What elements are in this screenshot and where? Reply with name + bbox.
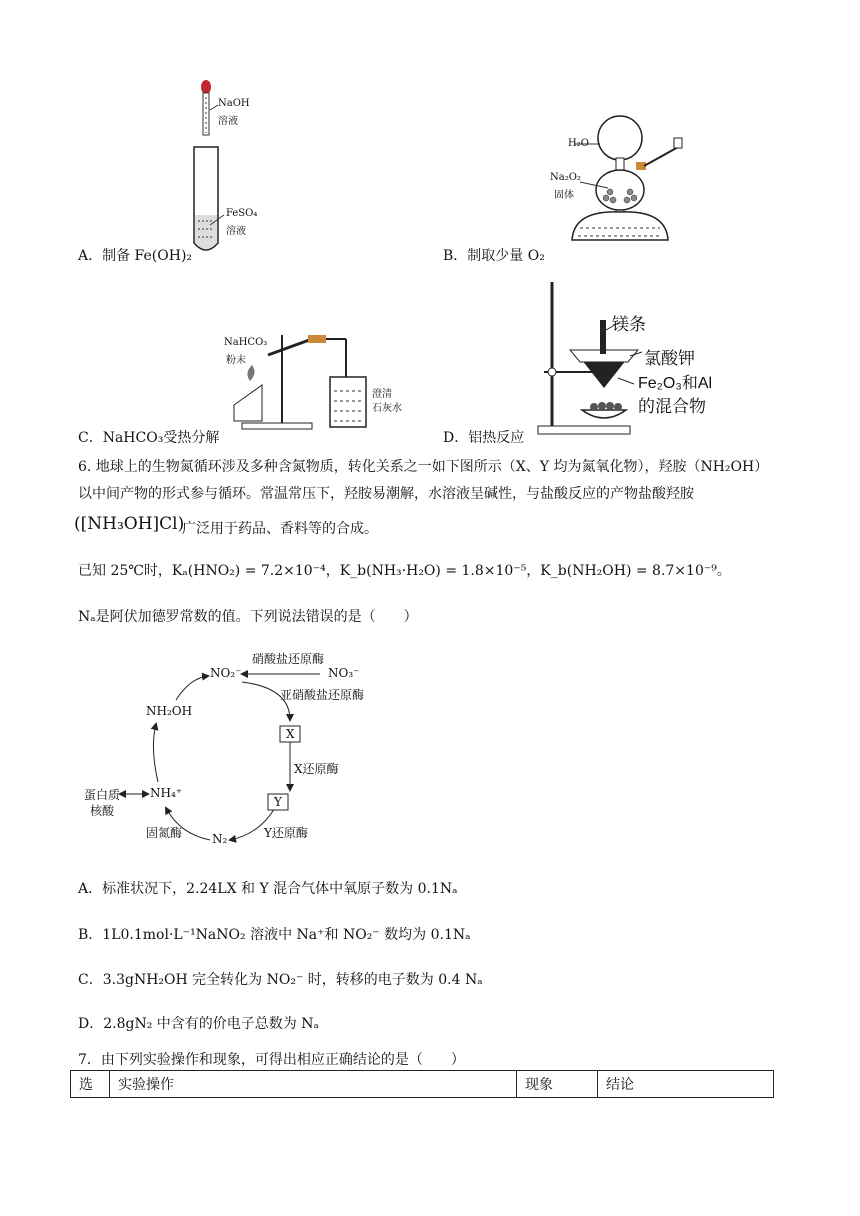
q6-line-2: 以中间产物的形式参与循环。常温常压下，羟胺易潮解，水溶液呈碱性，与盐酸反应的产物盐酸羟胺 (78, 486, 694, 502)
header-option: 选 (71, 1071, 110, 1098)
q6-formula: ([NH₃OH]Cl) (74, 514, 185, 534)
q7-title: 7．由下列实验操作和现象，可得出相应正确结论的是（ ） (78, 1052, 465, 1068)
q5-option-b: B．制取少量 O₂ (443, 248, 545, 264)
nh4-node: NH₄⁺ (150, 786, 183, 800)
n2-node: N₂ (212, 832, 228, 846)
na2o2-label: Na₂O₂ (550, 172, 581, 183)
q5-option-d: D．铝热反应 (443, 430, 525, 446)
nh2oh-node: NH₂OH (146, 704, 193, 718)
table-header-row (71, 1071, 774, 1098)
feso4-label: FeSO₄ (226, 208, 258, 219)
limewater-label: 石灰水 (372, 403, 402, 414)
feso4-solution-label: 溶液 (226, 226, 246, 237)
q6-option-b: B．1L0.1mol·L⁻¹NaNO₂ 溶液中 Na⁺和 NO₂⁻ 数均为 0.1Nₐ (78, 927, 471, 943)
clear-label: 澄清 (372, 389, 392, 400)
header-operation: 实验操作 (110, 1071, 517, 1098)
figure-b-apparatus (550, 110, 700, 250)
figure-d-apparatus (530, 280, 740, 440)
y-reductase-label: Y还原酶 (264, 826, 308, 840)
no2-node: NO₂⁻ (210, 666, 242, 680)
q7-table (70, 1070, 774, 1098)
q6-line-1: 6. 地球上的生物氮循环涉及多种含氮物质，转化关系之一如下图所示（X、Y 均为氮氧化物），羟胺（NH₂OH） (78, 459, 769, 475)
naoh-label: NaOH (218, 98, 250, 109)
y-node: Y (274, 795, 282, 809)
protein-label: 蛋白质 (84, 788, 121, 802)
nitrogen-cycle-diagram (80, 648, 380, 858)
q6-line-4: 已知 25℃时，Kₐ(HNO₂) = 7.2×10⁻⁴，K_b(NH₃·H₂O) = 1.8×10⁻⁵，K_b(NH₂OH) = 8.7×10⁻⁹。 (78, 563, 731, 579)
q5-option-c: C．NaHCO₃受热分解 (78, 430, 220, 446)
mixture-label: 的混合物 (638, 397, 706, 416)
solid-label: 固体 (554, 190, 574, 201)
figure-a-apparatus (180, 75, 290, 255)
nucleic-acid-label: 核酸 (90, 804, 115, 818)
magnesium-strip-label: 镁条 (612, 315, 646, 334)
x-reductase-label: X还原酶 (294, 762, 339, 776)
q6-line-3: 广泛用于药品、香料等的合成。 (182, 521, 378, 537)
nitrate-reductase-label: 硝酸盐还原酶 (252, 652, 325, 666)
figure-c-apparatus (222, 325, 412, 435)
kclo3-label: 氯酸钾 (644, 349, 695, 368)
thermite-reaction-diagram (530, 280, 740, 440)
naoh-solution-label: 溶液 (218, 116, 238, 127)
nitrogenase-label: 固氮酶 (146, 826, 183, 840)
h2o-label: H₂O (568, 138, 589, 149)
x-node: X (286, 727, 295, 741)
no3-node: NO₃⁻ (328, 666, 360, 680)
header-conclusion: 结论 (598, 1071, 774, 1098)
q6-line-5: Nₐ是阿伏加德罗常数的值。下列说法错误的是（ ） (78, 609, 418, 625)
fe2o3-al-label: Fe₂O₃和Al (638, 375, 713, 392)
powder-label: 粉末 (226, 355, 246, 366)
header-phenomenon: 现象 (517, 1071, 598, 1098)
q5-option-a: A．制备 Fe(OH)₂ (78, 248, 193, 264)
nitrite-reductase-label: 亚硝酸盐还原酶 (280, 688, 365, 702)
q6-option-a: A．标准状况下，2.24LX 和 Y 混合气体中氧原子数为 0.1Nₐ (78, 881, 458, 897)
q6-option-d: D．2.8gN₂ 中含有的价电子总数为 Nₐ (78, 1016, 319, 1032)
q6-option-c: C．3.3gNH₂OH 完全转化为 NO₂⁻ 时，转移的电子数为 0.4 Nₐ (78, 972, 483, 988)
nahco3-label: NaHCO₃ (224, 337, 268, 348)
